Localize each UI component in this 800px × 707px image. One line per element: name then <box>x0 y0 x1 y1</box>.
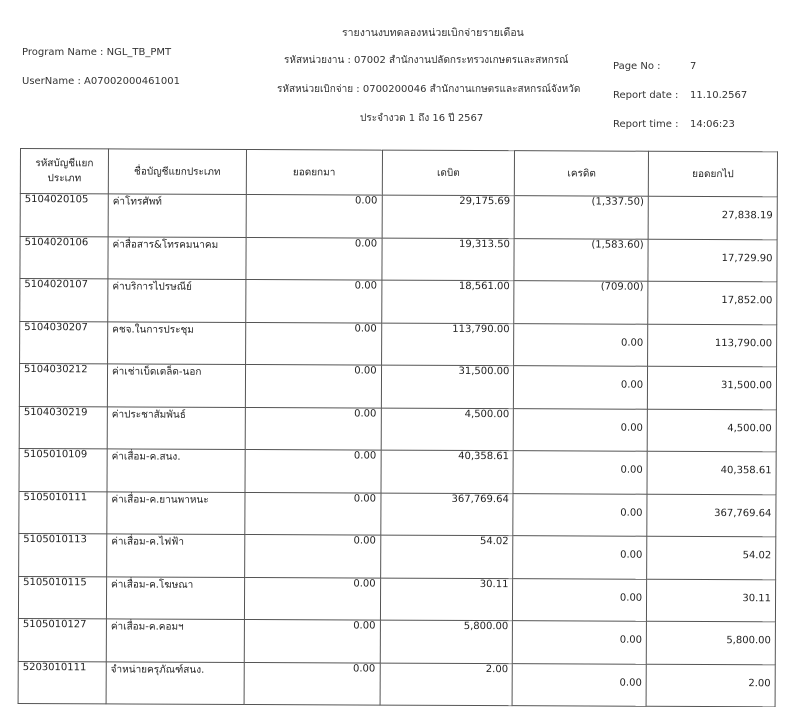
page-no-value: 7 <box>690 61 697 72</box>
column-header-debit: เดบิต <box>382 150 515 196</box>
account-name: คชจ.ในการประชุม <box>108 321 246 364</box>
debit-amount: 30.11 <box>380 578 513 621</box>
table-row <box>19 533 776 579</box>
credit-amount: (1,583.60) <box>514 238 648 281</box>
account-code: 5104030212 <box>19 364 107 407</box>
trial-balance-table <box>18 148 778 707</box>
carried-forward-amount: 40,358.61 <box>647 451 776 494</box>
account-name: ค่าเสื่อม-ค.ไฟฟ้า <box>107 534 245 577</box>
debit-amount: 19,313.50 <box>381 238 514 281</box>
brought-forward-amount: 0.00 <box>244 577 380 620</box>
credit-amount: 0.00 <box>513 536 647 579</box>
column-header-code: รหัสบัญชีแยกประเภท <box>20 149 108 194</box>
credit-amount: (709.00) <box>514 281 648 324</box>
brought-forward-amount: 0.00 <box>245 364 381 407</box>
brought-forward-amount: 0.00 <box>246 237 382 280</box>
report-title: รายงานงบทดลองหน่วยเบิกจ่ายรายเดือน <box>342 27 524 39</box>
brought-forward-amount: 0.00 <box>245 449 381 492</box>
debit-amount: 4,500.00 <box>381 408 514 451</box>
brought-forward-amount: 0.00 <box>244 534 380 577</box>
table-row <box>20 236 777 282</box>
account-code: 5104020106 <box>20 236 108 279</box>
account-name: ค่าเสื่อม-ค.สนง. <box>107 449 245 492</box>
credit-amount: 0.00 <box>513 578 647 621</box>
program-name: Program Name : NGL_TB_PMT <box>22 47 172 58</box>
brought-forward-amount: 0.00 <box>246 279 382 322</box>
report-date-label: Report date : <box>613 90 679 101</box>
table-row <box>19 448 776 494</box>
account-code: 5203010111 <box>18 661 106 704</box>
account-name: ค่าเสื่อม-ค.โฆษณา <box>106 576 244 619</box>
account-name: ค่าโทรศัพท์ <box>108 194 246 237</box>
credit-amount: 0.00 <box>514 408 648 451</box>
debit-amount: 31,500.00 <box>381 365 514 408</box>
carried-forward-amount: 54.02 <box>647 536 776 579</box>
debit-amount: 5,800.00 <box>380 620 513 663</box>
page-no-label: Page No : <box>613 61 661 72</box>
column-header-carried-forward: ยอดยกไป <box>648 151 777 197</box>
debit-amount: 113,790.00 <box>381 323 514 366</box>
column-header-credit: เครดิต <box>515 151 649 197</box>
account-name: จำหน่ายครุภัณฑ์สนง. <box>106 661 244 704</box>
brought-forward-amount: 0.00 <box>244 662 380 705</box>
carried-forward-amount: 113,790.00 <box>648 324 777 367</box>
user-name: UserName : A07002000461001 <box>22 76 180 87</box>
account-code: 5104030219 <box>19 406 107 449</box>
table-row <box>19 406 776 452</box>
disbursement-unit-line: รหัสหน่วยเบิกจ่าย : 0700200046 สำนักงานเกษตรและสหกรณ์จังหวัด <box>277 84 581 95</box>
debit-amount: 18,561.00 <box>381 280 514 323</box>
report-time-value: 14:06:23 <box>690 119 735 130</box>
debit-amount: 54.02 <box>380 535 513 578</box>
credit-amount: 0.00 <box>513 493 647 536</box>
credit-amount: 0.00 <box>513 451 647 494</box>
table-header-row <box>20 149 777 197</box>
table-row <box>20 279 777 325</box>
carried-forward-amount: 2.00 <box>646 664 775 707</box>
account-code: 5105010115 <box>18 576 106 619</box>
carried-forward-amount: 30.11 <box>647 579 776 622</box>
account-name: ค่าเสื่อม-ค.ยานพาหนะ <box>107 491 245 534</box>
debit-amount: 29,175.69 <box>382 195 515 238</box>
account-code: 5105010113 <box>19 533 107 576</box>
account-code: 5104020105 <box>20 194 108 237</box>
account-name: ค่าบริการไปรษณีย์ <box>108 279 246 322</box>
carried-forward-amount: 5,800.00 <box>646 621 775 664</box>
brought-forward-amount: 0.00 <box>245 492 381 535</box>
agency-line: รหัสหน่วยงาน : 07002 สำนักงานปลัดกระทรวงเกษตรและสหกรณ์ <box>284 55 569 66</box>
table-row <box>19 364 776 410</box>
brought-forward-amount: 0.00 <box>246 194 382 237</box>
debit-amount: 2.00 <box>380 663 513 706</box>
account-name: ค่าประชาสัมพันธ์ <box>107 406 245 449</box>
account-code: 5104020107 <box>20 279 108 322</box>
debit-amount: 367,769.64 <box>380 493 513 536</box>
carried-forward-amount: 4,500.00 <box>647 409 776 452</box>
period-line: ประจำงวด 1 ถึง 16 ปี 2567 <box>360 113 484 124</box>
account-code: 5105010109 <box>19 448 107 491</box>
credit-amount: 0.00 <box>514 323 648 366</box>
carried-forward-amount: 17,852.00 <box>648 281 777 324</box>
table-row <box>18 661 775 707</box>
brought-forward-amount: 0.00 <box>244 619 380 662</box>
credit-amount: 0.00 <box>512 663 646 706</box>
account-code: 5105010111 <box>19 491 107 534</box>
table-row <box>18 576 775 622</box>
table-row <box>18 618 775 664</box>
account-name: ค่าสื่อสาร&โทรคมนาคม <box>108 236 246 279</box>
credit-amount: 0.00 <box>514 366 648 409</box>
carried-forward-amount: 27,838.19 <box>648 196 777 239</box>
carried-forward-amount: 31,500.00 <box>648 366 777 409</box>
column-header-brought-forward: ยอดยกมา <box>246 149 382 195</box>
table-row <box>20 321 777 367</box>
account-name: ค่าเช่าเบ็ดเตล็ด-นอก <box>107 364 245 407</box>
brought-forward-amount: 0.00 <box>245 322 381 365</box>
table-row <box>19 491 776 537</box>
table-row <box>20 194 777 240</box>
carried-forward-amount: 367,769.64 <box>647 494 776 537</box>
column-header-name: ชื่อบัญชีแยกประเภท <box>108 149 246 195</box>
account-code: 5105010127 <box>18 618 106 661</box>
account-code: 5104030207 <box>20 321 108 364</box>
report-time-label: Report time : <box>613 119 679 130</box>
account-name: ค่าเสื่อม-ค.คอมฯ <box>106 619 244 662</box>
debit-amount: 40,358.61 <box>381 450 514 493</box>
report-date-value: 11.10.2567 <box>690 90 748 101</box>
brought-forward-amount: 0.00 <box>245 407 381 450</box>
carried-forward-amount: 17,729.90 <box>648 239 777 282</box>
credit-amount: (1,337.50) <box>514 196 648 239</box>
credit-amount: 0.00 <box>513 621 647 664</box>
